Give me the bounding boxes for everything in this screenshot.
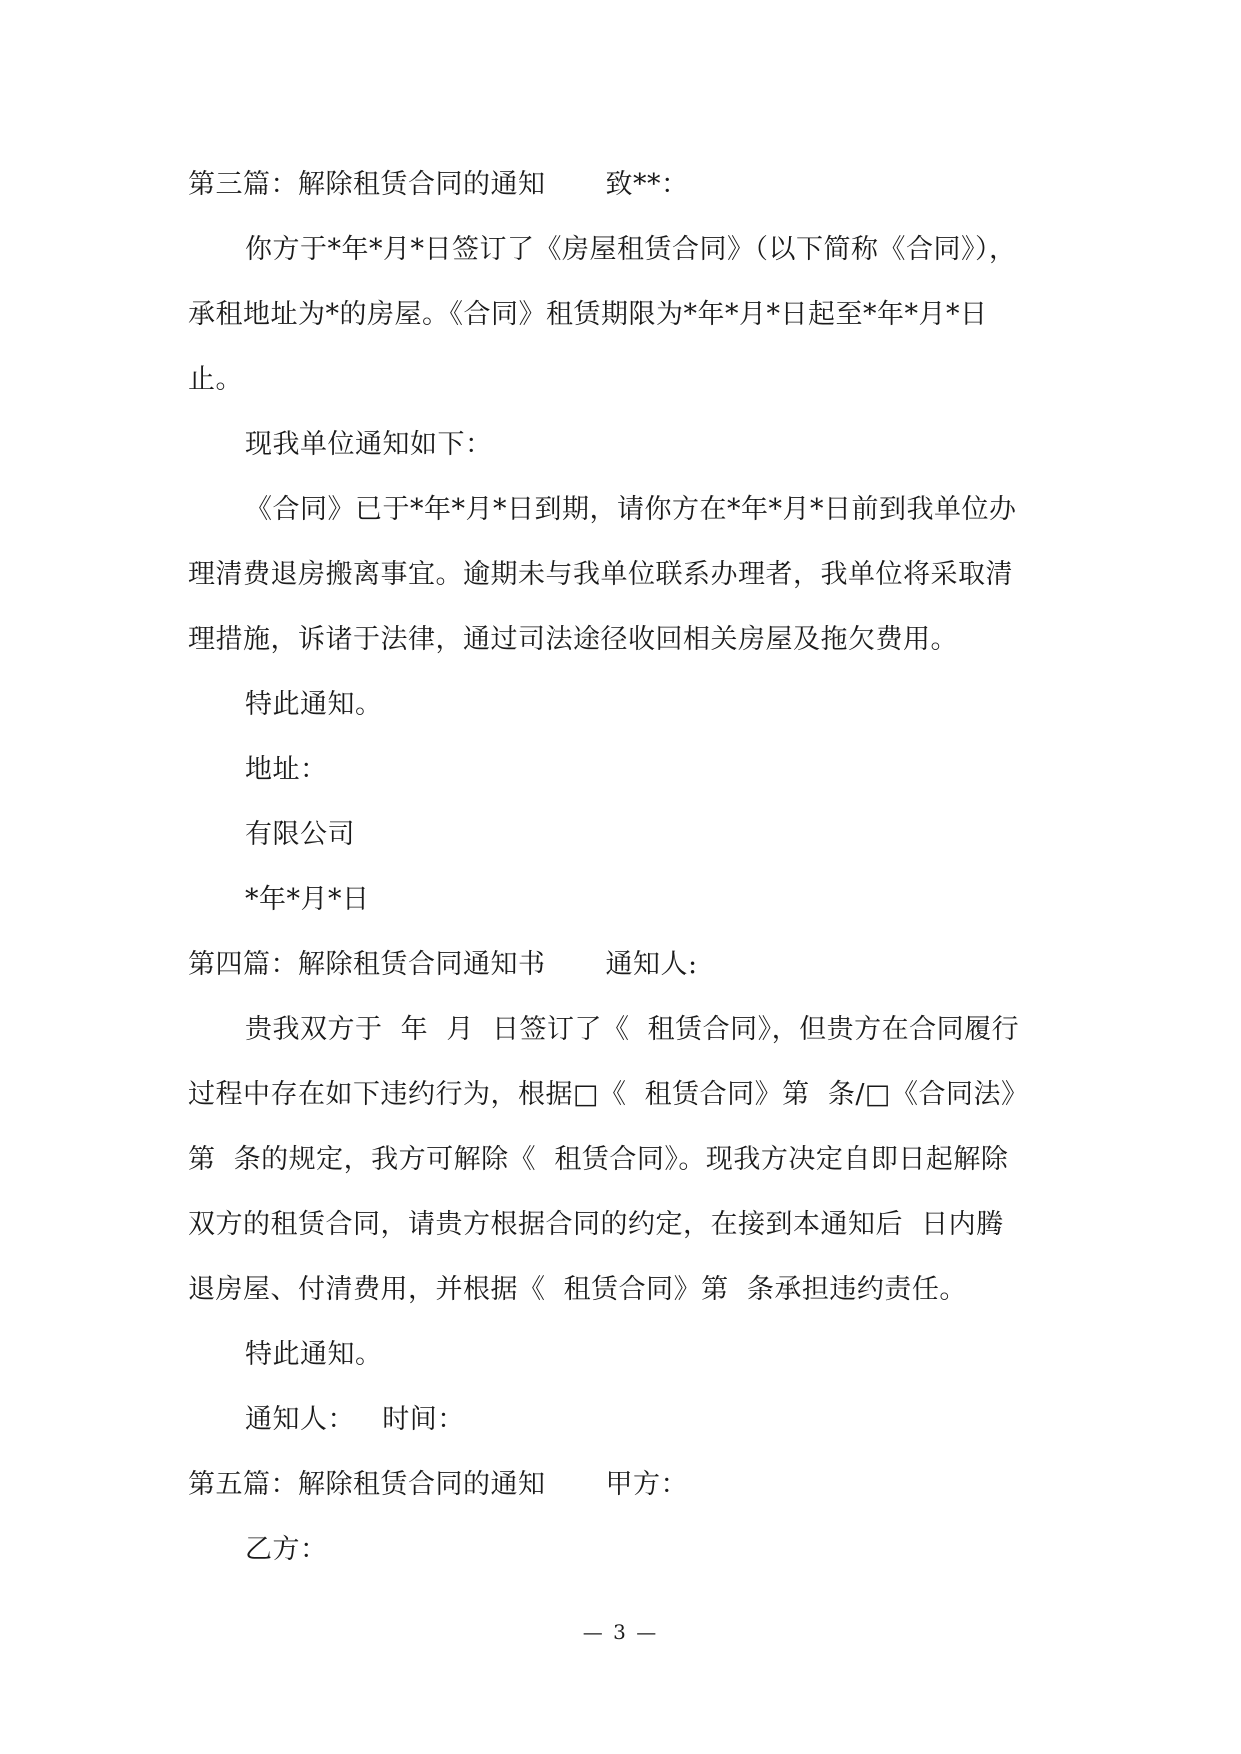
section3-date: *年*月*日 bbox=[245, 884, 370, 915]
section3-paragraph3-line3: 理措施，诉诸于法律，通过司法途径收回相关房屋及拖欠费用。 bbox=[188, 624, 958, 655]
section3-company: 有限公司 bbox=[245, 819, 355, 850]
section4-paragraph1-line4: 双方的租赁合同，请贵方根据合同的约定，在接到本通知后 日内腾 bbox=[188, 1209, 1004, 1240]
section3-paragraph3-line1: 《合同》已于*年*月*日到期，请你方在*年*月*日前到我单位办 bbox=[245, 494, 1017, 525]
page-number: — 3 — bbox=[582, 1620, 659, 1644]
section3-closing: 特此通知。 bbox=[245, 689, 383, 720]
section3-address-label: 地址： bbox=[245, 754, 328, 785]
section4-paragraph1-line1: 贵我双方于 年 月 日签订了《 租赁合同》，但贵方在合同履行 bbox=[245, 1014, 1020, 1045]
section3-paragraph2: 现我单位通知如下： bbox=[245, 429, 493, 460]
section5-party-a: 甲方： bbox=[605, 1469, 688, 1500]
section3-paragraph3-line2: 理清费退房搬离事宜。逾期未与我单位联系办理者，我单位将采取清 bbox=[188, 559, 1013, 590]
section4-notifier: 通知人: bbox=[605, 949, 698, 980]
section5-heading: 第五篇：解除租赁合同的通知 bbox=[188, 1469, 546, 1500]
section5-party-b: 乙方： bbox=[245, 1534, 328, 1565]
section3-paragraph1-line3: 止。 bbox=[188, 364, 243, 395]
section3-paragraph1-line1: 你方于*年*月*日签订了《房屋租赁合同》（以下简称《合同》）， bbox=[245, 234, 1017, 265]
section4-heading-line bbox=[188, 932, 1058, 997]
section3-paragraph1-line2: 承租地址为*的房屋。《合同》租赁期限为*年*月*日起至*年*月*日 bbox=[188, 299, 988, 330]
section3-heading-line bbox=[188, 152, 1058, 217]
section3-addressee: 致**： bbox=[605, 169, 689, 200]
section4-paragraph1-line3: 第 条的规定，我方可解除《 租赁合同》。现我方决定自即日起解除 bbox=[188, 1144, 1009, 1175]
document-body bbox=[188, 152, 1058, 1582]
section4-heading: 第四篇：解除租赁合同通知书 bbox=[188, 949, 546, 980]
section4-signature-line: 通知人： 时间： bbox=[245, 1404, 465, 1435]
section4-paragraph1-line2: 过程中存在如下违约行为，根据□《 租赁合同》第 条/□《合同法》 bbox=[188, 1079, 1029, 1110]
section4-closing: 特此通知。 bbox=[245, 1339, 383, 1370]
section5-heading-line bbox=[188, 1452, 1058, 1517]
section4-paragraph1-line5: 退房屋、付清费用，并根据《 租赁合同》第 条承担违约责任。 bbox=[188, 1274, 967, 1305]
section3-heading: 第三篇：解除租赁合同的通知 bbox=[188, 169, 546, 200]
